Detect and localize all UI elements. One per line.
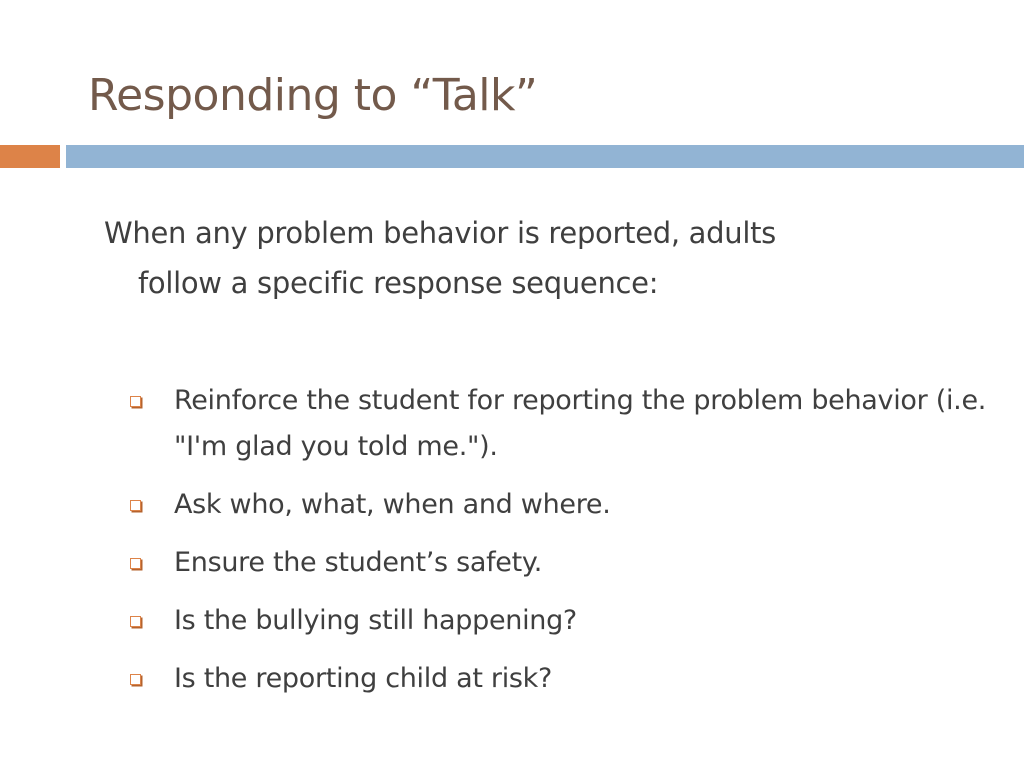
accent-bar-blue: [66, 145, 1024, 168]
bullet-text: Is the reporting child at risk?: [174, 663, 553, 694]
bullet-list: [128, 378, 988, 714]
bullet-text: Ask who, what, when and where.: [174, 489, 611, 520]
accent-bar-orange: [0, 145, 60, 168]
square-bullet-icon: [130, 396, 141, 407]
bullet-item: [128, 482, 988, 528]
bullet-text: Ensure the student’s safety.: [174, 547, 543, 578]
bullet-item: [128, 540, 988, 586]
square-bullet-icon: [130, 558, 141, 569]
bullet-item: [128, 598, 988, 644]
intro-line-1: When any problem behavior is reported, adults: [104, 216, 776, 250]
square-bullet-icon: [130, 674, 141, 685]
intro-line-2: follow a specific response sequence:: [138, 266, 659, 300]
bullet-text: Reinforce the student for reporting the problem behavior (i.e. "I'm glad you told me.").: [174, 385, 987, 462]
intro-paragraph: [104, 208, 944, 308]
bullet-text: Is the bullying still happening?: [174, 605, 577, 636]
slide-title: Responding to “Talk”: [88, 70, 538, 121]
square-bullet-icon: [130, 616, 141, 627]
bullet-item: [128, 378, 988, 470]
square-bullet-icon: [130, 500, 141, 511]
bullet-item: [128, 656, 988, 702]
